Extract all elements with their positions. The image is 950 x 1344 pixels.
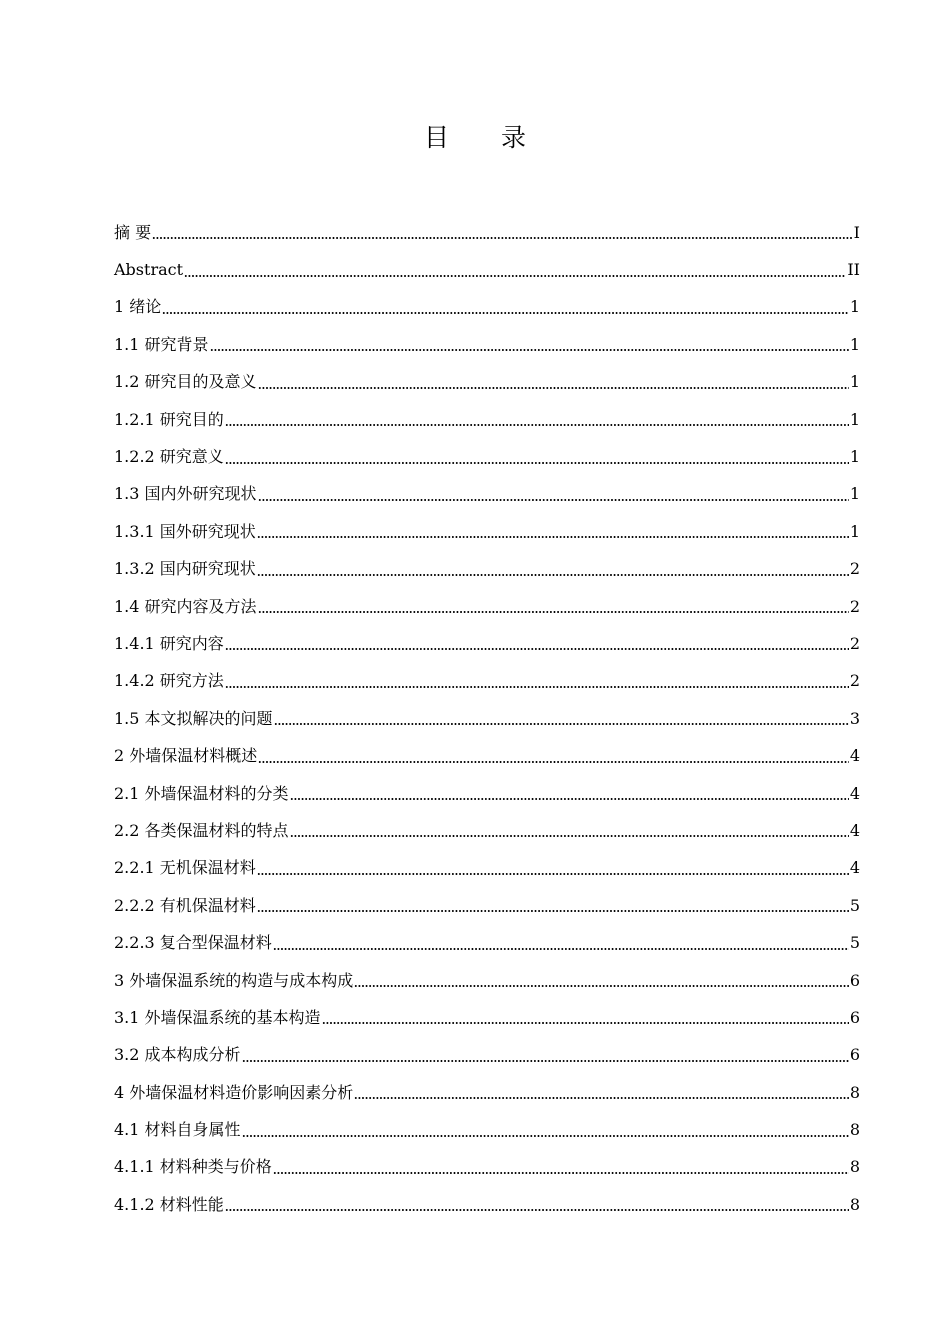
toc-entry-label: 1.4.2 研究方法 — [114, 671, 224, 691]
toc-dot-leader — [152, 236, 853, 240]
toc-page-number: 1 — [849, 409, 860, 429]
toc-entry[interactable] — [114, 513, 860, 550]
toc-dot-leader — [210, 348, 849, 352]
toc-dot-leader — [258, 610, 849, 614]
toc-page-number: 6 — [849, 1045, 860, 1065]
toc-entry-label: 1.3 国内外研究现状 — [114, 484, 257, 504]
toc-page-number: 1 — [849, 297, 860, 317]
toc-page-number: 1 — [849, 372, 860, 392]
toc-entry[interactable] — [114, 1186, 860, 1223]
toc-entry-label: 1.5 本文拟解决的问题 — [114, 708, 273, 728]
toc-entry[interactable] — [114, 663, 860, 700]
toc-entry[interactable] — [114, 700, 860, 737]
toc-page-number: 1 — [849, 484, 860, 504]
toc-page-number: 8 — [849, 1194, 860, 1214]
toc-page-number: II — [847, 260, 860, 280]
toc-entry-label: 3.2 成本构成分析 — [114, 1045, 241, 1065]
toc-entry-label: 4.1.2 材料性能 — [114, 1194, 224, 1214]
toc-page-number: 5 — [849, 933, 860, 953]
toc-entry-label: 3 外墙保温系统的构造与成本构成 — [114, 970, 354, 990]
toc-page-number: 2 — [849, 633, 860, 653]
toc-dot-leader — [242, 1134, 849, 1138]
toc-entry-label: 2.2.2 有机保温材料 — [114, 895, 256, 915]
toc-dot-leader — [242, 1059, 849, 1063]
toc-entry-label: 1 绪论 — [114, 297, 162, 317]
toc-entry-label: 2.2 各类保温材料的特点 — [114, 820, 289, 840]
toc-entry-label: 2.2.3 复合型保温材料 — [114, 933, 272, 953]
toc-entry-label: 1.2.2 研究意义 — [114, 447, 224, 467]
toc-dot-leader — [290, 797, 849, 801]
toc-entry[interactable] — [114, 551, 860, 588]
toc-entry[interactable] — [114, 999, 860, 1036]
toc-entry[interactable] — [114, 438, 860, 475]
toc-page-number: 4 — [849, 820, 860, 840]
toc-entry-label: 2 外墙保温材料概述 — [114, 746, 258, 766]
toc-entry[interactable] — [114, 289, 860, 326]
toc-dot-leader — [225, 1208, 849, 1212]
toc-entry[interactable] — [114, 625, 860, 662]
toc-dot-leader — [354, 1096, 849, 1100]
toc-entry[interactable] — [114, 887, 860, 924]
toc-dot-leader — [273, 947, 849, 951]
toc-dot-leader — [257, 909, 849, 913]
toc-page-number: 2 — [849, 671, 860, 691]
toc-dot-leader — [257, 573, 849, 577]
toc-entry-label: 2.1 外墙保温材料的分类 — [114, 783, 289, 803]
toc-entry[interactable] — [114, 1074, 860, 1111]
toc-entry[interactable] — [114, 1037, 860, 1074]
toc-page-number: 5 — [849, 895, 860, 915]
toc-entry-label: 2.2.1 无机保温材料 — [114, 858, 256, 878]
toc-entry-label: 4.1.1 材料种类与价格 — [114, 1157, 272, 1177]
toc-dot-leader — [257, 535, 849, 539]
toc-entry[interactable] — [114, 812, 860, 849]
toc-page-number: 1 — [849, 521, 860, 541]
toc-entry-label: 1.3.1 国外研究现状 — [114, 521, 256, 541]
toc-entry-label: 1.2.1 研究目的 — [114, 409, 224, 429]
toc-list — [114, 214, 860, 1224]
toc-entry-label: 4.1 材料自身属性 — [114, 1120, 241, 1140]
toc-entry-label: 1.3.2 国内研究现状 — [114, 559, 256, 579]
toc-entry[interactable] — [114, 850, 860, 887]
toc-page-number: 4 — [849, 783, 860, 803]
toc-page-number: I — [853, 222, 860, 242]
toc-dot-leader — [257, 872, 849, 876]
toc-entry[interactable] — [114, 775, 860, 812]
toc-page-number: 1 — [849, 334, 860, 354]
toc-entry[interactable] — [114, 326, 860, 363]
toc-page-number: 8 — [849, 1157, 860, 1177]
toc-dot-leader — [322, 1021, 849, 1025]
toc-entry[interactable] — [114, 1111, 860, 1148]
toc-entry-label: 摘 要 — [114, 222, 152, 242]
toc-entry[interactable] — [114, 214, 860, 251]
toc-page-number: 8 — [849, 1120, 860, 1140]
toc-entry-label: Abstract — [114, 260, 184, 280]
toc-page-number: 6 — [849, 1007, 860, 1027]
toc-entry-label: 1.1 研究背景 — [114, 334, 209, 354]
toc-entry-label: 4 外墙保温材料造价影响因素分析 — [114, 1082, 354, 1102]
toc-entry[interactable] — [114, 737, 860, 774]
toc-page-number: 4 — [849, 858, 860, 878]
toc-entry[interactable] — [114, 588, 860, 625]
toc-dot-leader — [273, 1171, 849, 1175]
toc-page-number: 8 — [849, 1082, 860, 1102]
toc-dot-leader — [354, 984, 849, 988]
toc-entry[interactable] — [114, 962, 860, 999]
toc-entry[interactable] — [114, 401, 860, 438]
toc-page-number: 3 — [849, 708, 860, 728]
toc-dot-leader — [162, 311, 849, 315]
toc-dot-leader — [225, 423, 849, 427]
toc-dot-leader — [225, 647, 849, 651]
toc-entry[interactable] — [114, 924, 860, 961]
toc-page-number: 6 — [849, 970, 860, 990]
toc-page-number: 2 — [849, 559, 860, 579]
toc-title: 目 录 — [424, 123, 548, 152]
toc-page-number: 1 — [849, 447, 860, 467]
toc-dot-leader — [258, 386, 849, 390]
toc-entry-label: 3.1 外墙保温系统的基本构造 — [114, 1007, 321, 1027]
toc-dot-leader — [184, 274, 846, 278]
toc-entry[interactable] — [114, 476, 860, 513]
toc-entry[interactable] — [114, 251, 860, 288]
toc-entry[interactable] — [114, 364, 860, 401]
toc-entry[interactable] — [114, 1149, 860, 1186]
toc-dot-leader — [258, 760, 849, 764]
toc-dot-leader — [258, 498, 849, 502]
toc-entry-label: 1.4 研究内容及方法 — [114, 596, 257, 616]
toc-page-number: 4 — [849, 746, 860, 766]
toc-dot-leader — [290, 834, 849, 838]
toc-entry-label: 1.2 研究目的及意义 — [114, 372, 257, 392]
toc-dot-leader — [225, 685, 849, 689]
toc-dot-leader — [274, 722, 849, 726]
toc-entry-label: 1.4.1 研究内容 — [114, 633, 224, 653]
toc-page-number: 2 — [849, 596, 860, 616]
toc-dot-leader — [225, 461, 849, 465]
